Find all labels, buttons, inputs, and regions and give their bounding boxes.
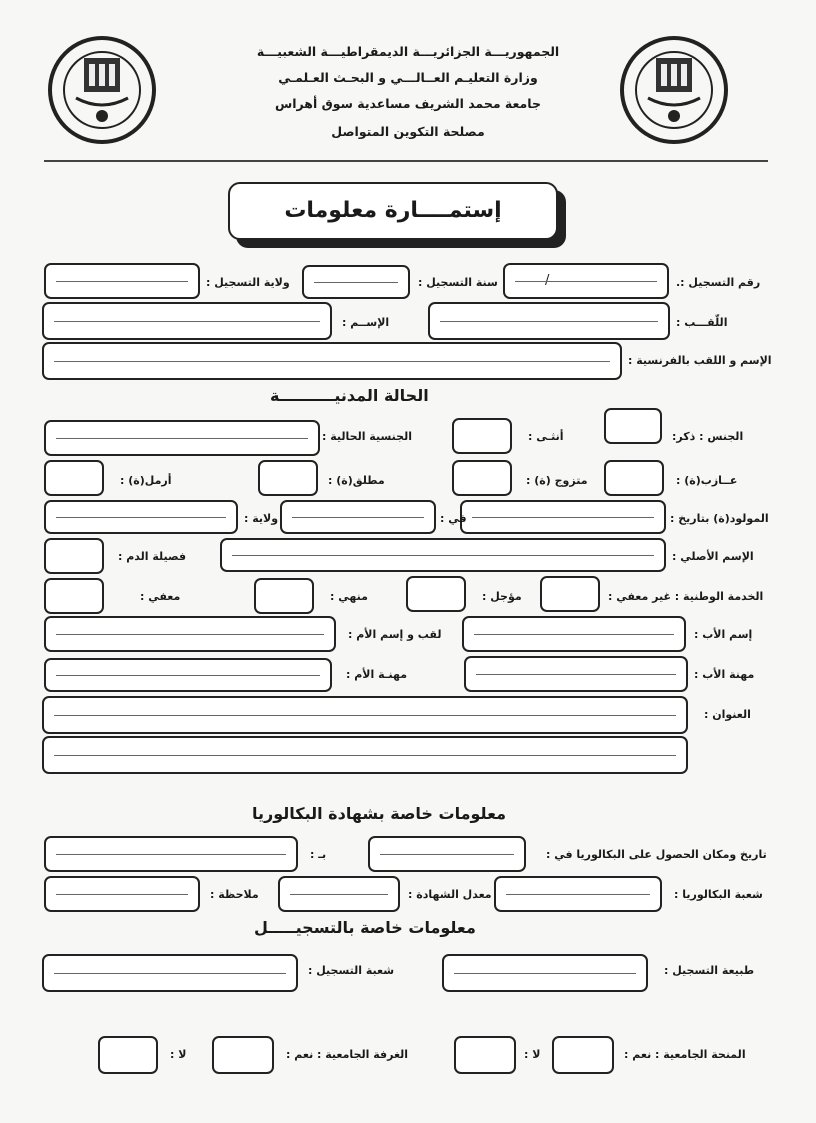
form-title-text: إستمــــارة معلومات [284,198,502,223]
nationality-label: الجنسية الحالية : [322,430,412,443]
postponed-checkbox[interactable] [406,576,466,612]
enrollment-branch-label: شعبة التسجيل : [308,964,395,977]
address-field-line1[interactable] [42,696,688,734]
grant-no-label: لا : [524,1048,541,1061]
room-yes-checkbox[interactable] [212,1036,274,1074]
female-label: أنثـى : [528,430,564,443]
header-ministry: وزارة التعليـم العــالـــي و البحـث العـلمـي [278,70,538,85]
surname-field[interactable] [428,302,670,340]
widowed-label: أرمل(ة) : [120,474,172,487]
bac-at-label: بـ : [310,848,327,861]
bac-stream-field[interactable] [494,876,662,912]
divorced-checkbox[interactable] [258,460,318,496]
original-name-label: الإسم الأصلي : [672,550,754,563]
exempt-label: معفي : [140,590,181,603]
latin-name-field[interactable] [42,342,622,380]
grant-yes-checkbox[interactable] [552,1036,614,1074]
address-label: العنوان : [704,708,751,721]
university-seal-right [618,34,730,146]
exempt-checkbox[interactable] [44,578,104,614]
enrollment-heading: معلومات خاصة بالتسجيـــــل [254,918,476,937]
bac-stream-label: شعبة البكالوريا : [674,888,763,901]
surname-label: اللّقـــب : [676,316,728,329]
blood-type-field[interactable] [44,538,104,574]
married-label: متزوج (ة) : [526,474,588,487]
bac-date-field[interactable] [368,836,526,872]
bac-date-place-label: تاريخ ومكان الحصول على البكالوريا في : [546,848,767,861]
male-checkbox[interactable] [604,408,662,444]
blood-type-label: فصيلة الدم : [118,550,187,563]
enrollment-branch-field[interactable] [42,954,298,992]
header-divider [44,160,768,162]
form-title [228,182,558,240]
national-service-label: الخدمة الوطنية : غير معفي : [608,590,764,603]
room-no-label: لا : [170,1048,187,1061]
father-job-field[interactable] [464,656,688,692]
completed-checkbox[interactable] [254,578,314,614]
address-field-line2[interactable] [42,736,688,774]
birth-place-label: في : [440,512,467,525]
father-name-field[interactable] [462,616,686,652]
header-service: مصلحة التكوين المتواصل [331,124,485,139]
completed-label: منهي : [330,590,368,603]
mother-job-field[interactable] [44,658,332,692]
reg-year-label: سنة التسجيل : [418,276,498,289]
header-university: جامعة محمد الشريف مساعدية سوق أهراس [275,96,541,111]
birth-date-field[interactable] [460,500,666,534]
bac-grade-field[interactable] [278,876,400,912]
sex-label: الجنس : ذكر: [672,430,744,443]
father-job-label: مهنة الأب : [694,668,755,681]
birth-wilaya-field[interactable] [44,500,238,534]
room-label: الغرفة الجامعية : نعم : [286,1048,409,1061]
reg-wilaya-label: ولاية التسجيل : [206,276,290,289]
mother-name-field[interactable] [44,616,336,652]
original-name-field[interactable] [220,538,666,572]
header-country: الجمهوريـــة الجزائريـــة الديمقراطيـــة الشعبيـــة [256,44,560,59]
not-exempt-checkbox[interactable] [540,576,600,612]
reg-year-field[interactable] [302,265,410,299]
reg-number-label: رقم التسجيل :. [676,276,761,289]
married-checkbox[interactable] [452,460,512,496]
university-seal-left [46,34,158,146]
bac-grade-label: معدل الشهادة : [408,888,492,901]
birth-date-label: المولود(ة) بتاريخ : [670,512,769,525]
grant-no-checkbox[interactable] [454,1036,516,1074]
reg-number-field[interactable] [503,263,669,299]
civil-status-heading: الحالة المدنيــــــــــة [270,386,429,405]
birth-wilaya-label: ولاية : [244,512,279,525]
enrollment-nature-label: طبيعة التسجيل : [664,964,755,977]
mother-job-label: مهنـة الأم : [346,668,408,681]
single-label: عــازب(ة) : [676,474,738,487]
bac-place-field[interactable] [44,836,298,872]
postponed-label: مؤجل : [482,590,522,603]
reg-wilaya-field[interactable] [44,263,200,299]
room-no-checkbox[interactable] [98,1036,158,1074]
birth-place-field[interactable] [280,500,436,534]
father-name-label: إسم الأب : [694,628,753,641]
bac-note-label: ملاحظة : [210,888,259,901]
widowed-checkbox[interactable] [44,460,104,496]
female-checkbox[interactable] [452,418,512,454]
name-label: الإســم : [342,316,390,329]
mother-name-label: لقب و إسم الأم : [348,628,442,641]
reg-number-value: / [545,273,550,288]
bac-heading: معلومات خاصة بشهادة البكالوريا [252,804,507,823]
grant-label: المنحة الجامعية : نعم : [624,1048,746,1061]
divorced-label: مطلق(ة) : [328,474,385,487]
nationality-field[interactable] [44,420,320,456]
bac-note-field[interactable] [44,876,200,912]
latin-name-label: الإسم و اللقب بالفرنسية : [628,354,772,367]
name-field[interactable] [42,302,332,340]
enrollment-nature-field[interactable] [442,954,648,992]
single-checkbox[interactable] [604,460,664,496]
